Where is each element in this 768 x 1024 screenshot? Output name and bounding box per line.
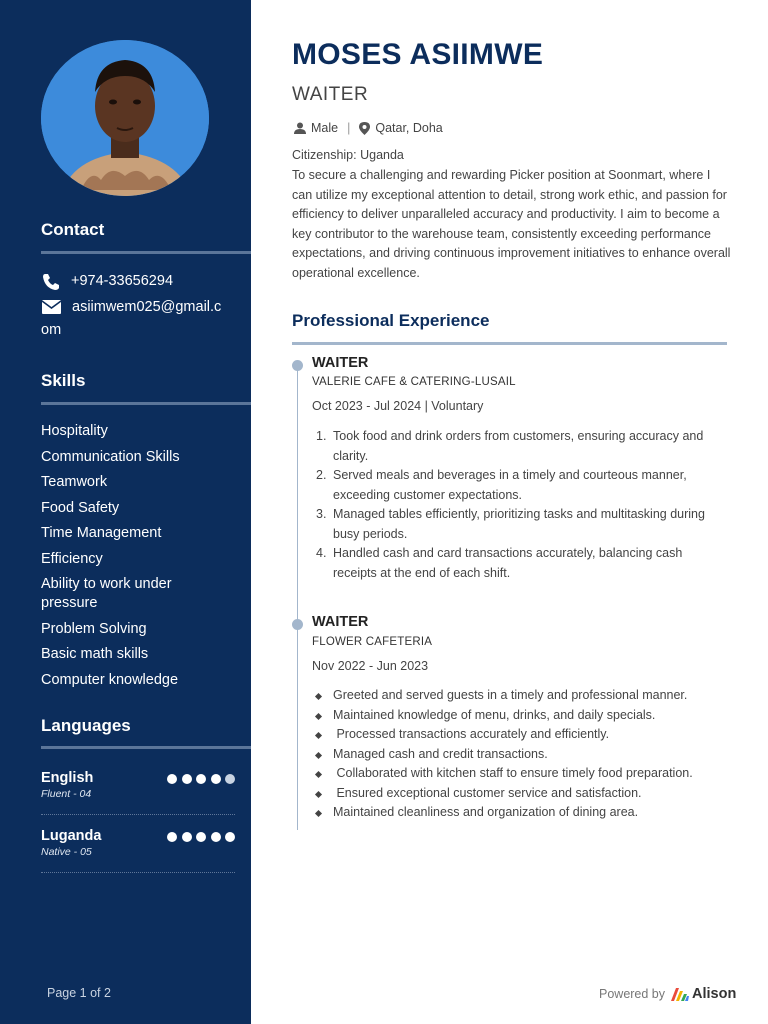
skills-heading: Skills	[41, 371, 86, 390]
location-pin-icon	[359, 122, 370, 135]
sidebar	[0, 0, 251, 1024]
bullet-icon	[315, 712, 322, 719]
skill-item: Food Safety	[41, 499, 120, 516]
bullet-icon	[315, 693, 322, 700]
duty-text: Maintained cleanliness and organization of dining area.	[333, 805, 639, 819]
powered-by	[599, 986, 736, 1002]
person-icon	[294, 122, 306, 134]
bullet-icon	[315, 751, 322, 758]
separator: |	[347, 121, 351, 135]
skill-item: Teamwork	[41, 474, 108, 490]
gender: Male	[311, 121, 339, 135]
rating-dot	[225, 774, 235, 784]
email-address-continued: om	[41, 322, 62, 338]
email-address: asiimwem025@gmail.c	[72, 299, 222, 315]
list-number: 4.	[316, 546, 327, 560]
language-name: English	[41, 770, 94, 786]
timeline-dot	[292, 619, 303, 630]
job-title: WAITER	[312, 614, 369, 630]
alison-brand: Alison	[692, 986, 737, 1002]
language-level: Native - 05	[41, 846, 92, 858]
duty-text: Ensured exceptional customer service and satisfaction.	[333, 785, 642, 800]
skill-item: Communication Skills	[41, 448, 180, 465]
language-luganda	[41, 828, 235, 858]
rating-dot	[167, 774, 177, 784]
list-number: 1.	[316, 429, 327, 443]
list-item	[312, 686, 727, 706]
skill-item: Ability to work under pressure	[41, 576, 172, 611]
page-number: Page 1 of 2	[47, 986, 111, 1000]
contact-heading: Contact	[41, 220, 105, 239]
languages-divider	[41, 746, 251, 749]
duty-text: Managed cash and credit transactions.	[333, 746, 548, 761]
language-rating	[167, 774, 235, 784]
job-duties-list	[312, 686, 727, 823]
summary: To secure a challenging and rewarding Picker position at Soonmart, where I can utilize my exceptional attention to detail, strong work ethic, and passion for efficiency to deliver unparalleled accuracy and productivity. I aim to become a key contributor to the warehouse team, consistently exceeding performance expectations, and driving continuous improvement initiatives to enhance overall operational excellence.	[292, 168, 731, 280]
list-number: 2.	[316, 468, 327, 482]
location: Qatar, Doha	[375, 121, 443, 135]
duty-text: Managed tables efficiently, prioritizing tasks and multitasking during busy periods.	[333, 507, 705, 541]
duty-text: Processed transactions accurately and efficiently.	[333, 727, 610, 741]
list-number: 3.	[316, 507, 327, 521]
language-rating	[167, 832, 235, 842]
citizenship: Citizenship: Uganda	[292, 148, 404, 162]
skill-item: Time Management	[41, 525, 162, 541]
job-dates: Oct 2023 - Jul 2024 | Voluntary	[312, 399, 484, 413]
list-item	[312, 505, 727, 544]
rating-dot	[211, 774, 221, 784]
skills-list	[41, 422, 241, 696]
language-separator	[41, 872, 235, 873]
skill-item: Computer knowledge	[41, 671, 179, 688]
duty-text: Served meals and beverages in a timely and courteous manner, exceeding customer expectations.	[333, 468, 687, 502]
list-item	[312, 544, 727, 583]
list-item	[312, 725, 727, 745]
timeline-dot	[292, 360, 303, 371]
candidate-name: MOSES ASIIMWE	[292, 38, 544, 71]
phone-number: +974-33656294	[71, 273, 174, 289]
rating-dot	[225, 832, 235, 842]
rating-dot	[167, 832, 177, 842]
list-item	[312, 706, 727, 726]
language-level: Fluent - 04	[41, 788, 92, 800]
skill-item: Basic math skills	[41, 646, 149, 662]
bullet-icon	[315, 810, 322, 817]
rating-dot	[196, 832, 206, 842]
experience-heading: Professional Experience	[292, 311, 490, 330]
phone-icon	[41, 272, 61, 292]
profile-photo	[41, 40, 209, 196]
list-item	[312, 784, 727, 804]
rating-dot	[211, 832, 221, 842]
language-separator	[41, 814, 235, 815]
skill-item: Hospitality	[41, 423, 108, 439]
list-item	[312, 803, 727, 823]
skill-item: Problem Solving	[41, 620, 147, 637]
list-item	[312, 466, 727, 505]
experience-divider	[292, 342, 727, 345]
job-duties-list	[312, 427, 727, 583]
job-title: WAITER	[312, 355, 369, 371]
job-dates: Nov 2022 - Jun 2023	[312, 659, 429, 673]
bullet-icon	[315, 771, 322, 778]
language-name: Luganda	[41, 828, 102, 844]
rating-dot	[196, 774, 206, 784]
rating-dot	[182, 774, 192, 784]
timeline-line	[297, 366, 298, 830]
company-name: FLOWER CAFETERIA	[312, 636, 433, 648]
list-item	[312, 427, 727, 466]
powered-by-label: Powered by	[599, 987, 666, 1001]
contact-divider	[41, 251, 251, 254]
duty-text: Took food and drink orders from customers, ensuring accuracy and clarity.	[333, 429, 704, 463]
alison-logo-icon	[671, 988, 689, 1001]
languages-heading: Languages	[41, 716, 131, 735]
company-name: VALERIE CAFE & CATERING-LUSAIL	[312, 376, 516, 388]
duty-text: Handled cash and card transactions accurately, balancing cash receipts at the end of each shift.	[333, 546, 683, 580]
skill-item: Efficiency	[41, 550, 103, 567]
bullet-icon	[315, 732, 322, 739]
email-icon	[41, 297, 61, 317]
language-english	[41, 770, 235, 800]
duty-text: Collaborated with kitchen staff to ensure timely food preparation.	[333, 766, 693, 780]
list-item	[312, 745, 727, 765]
duty-text: Maintained knowledge of menu, drinks, and daily specials.	[333, 707, 656, 722]
skills-divider	[41, 402, 251, 405]
candidate-role: WAITER	[292, 84, 369, 105]
rating-dot	[182, 832, 192, 842]
personal-info	[294, 121, 443, 135]
list-item	[312, 764, 727, 784]
bullet-icon	[315, 790, 322, 797]
duty-text: Greeted and served guests in a timely and professional manner.	[333, 688, 688, 702]
